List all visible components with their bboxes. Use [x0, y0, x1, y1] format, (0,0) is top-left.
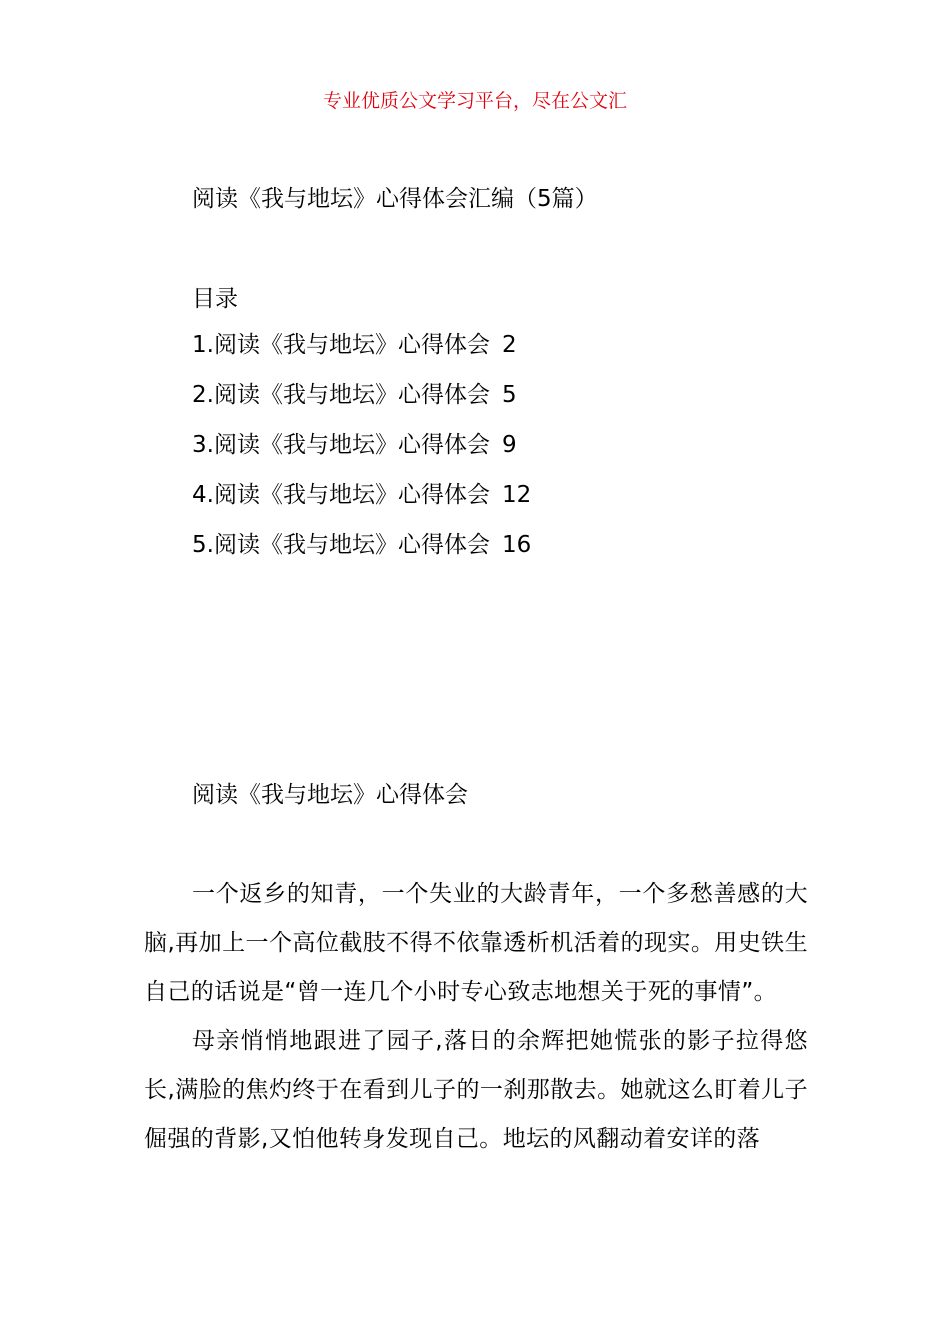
header-banner: 专业优质公文学习平台，尽在公文汇	[322, 90, 627, 112]
toc-item-page: 12	[501, 482, 532, 508]
toc-item[interactable]	[192, 430, 531, 480]
toc-item-page: 5	[501, 382, 517, 408]
toc-item-label: 4.阅读《我与地坛》心得体会	[192, 482, 490, 508]
toc-item-label: 2.阅读《我与地坛》心得体会	[192, 382, 490, 408]
document-title: 阅读《我与地坛》心得体会汇编（5篇）	[192, 186, 598, 212]
toc-item-label: 1.阅读《我与地坛》心得体会	[192, 332, 490, 358]
toc-item-page: 9	[501, 432, 517, 458]
paragraph: 一个返乡的知青，一个失业的大龄青年，一个多愁善感的大脑,再加上一个高位截肢不得不依靠透析机活着的现实。用史铁生自己的话说是“曾一连几个小时专心致志地想关于死的事情”。	[144, 881, 808, 1005]
paragraph: 母亲悄悄地跟进了园子,落日的余辉把她慌张的影子拉得悠长,满脸的焦灼终于在看到儿子的一刹那散去。她就这么盯着儿子倔强的背影,又怕他转身发现自己。地坛的风翻动着安详的落	[144, 1028, 808, 1152]
toc-item-page: 16	[501, 532, 532, 558]
toc-item-page: 2	[501, 332, 517, 358]
toc-heading: 目录	[192, 286, 238, 312]
toc-item[interactable]	[192, 330, 531, 380]
toc-item[interactable]	[192, 380, 531, 430]
table-of-contents	[192, 330, 531, 580]
section-title: 阅读《我与地坛》心得体会	[192, 782, 468, 808]
toc-item[interactable]	[192, 480, 531, 530]
toc-item-label: 5.阅读《我与地坛》心得体会	[192, 532, 490, 558]
body-text	[144, 870, 808, 1164]
toc-item-label: 3.阅读《我与地坛》心得体会	[192, 432, 490, 458]
toc-item[interactable]	[192, 530, 531, 580]
